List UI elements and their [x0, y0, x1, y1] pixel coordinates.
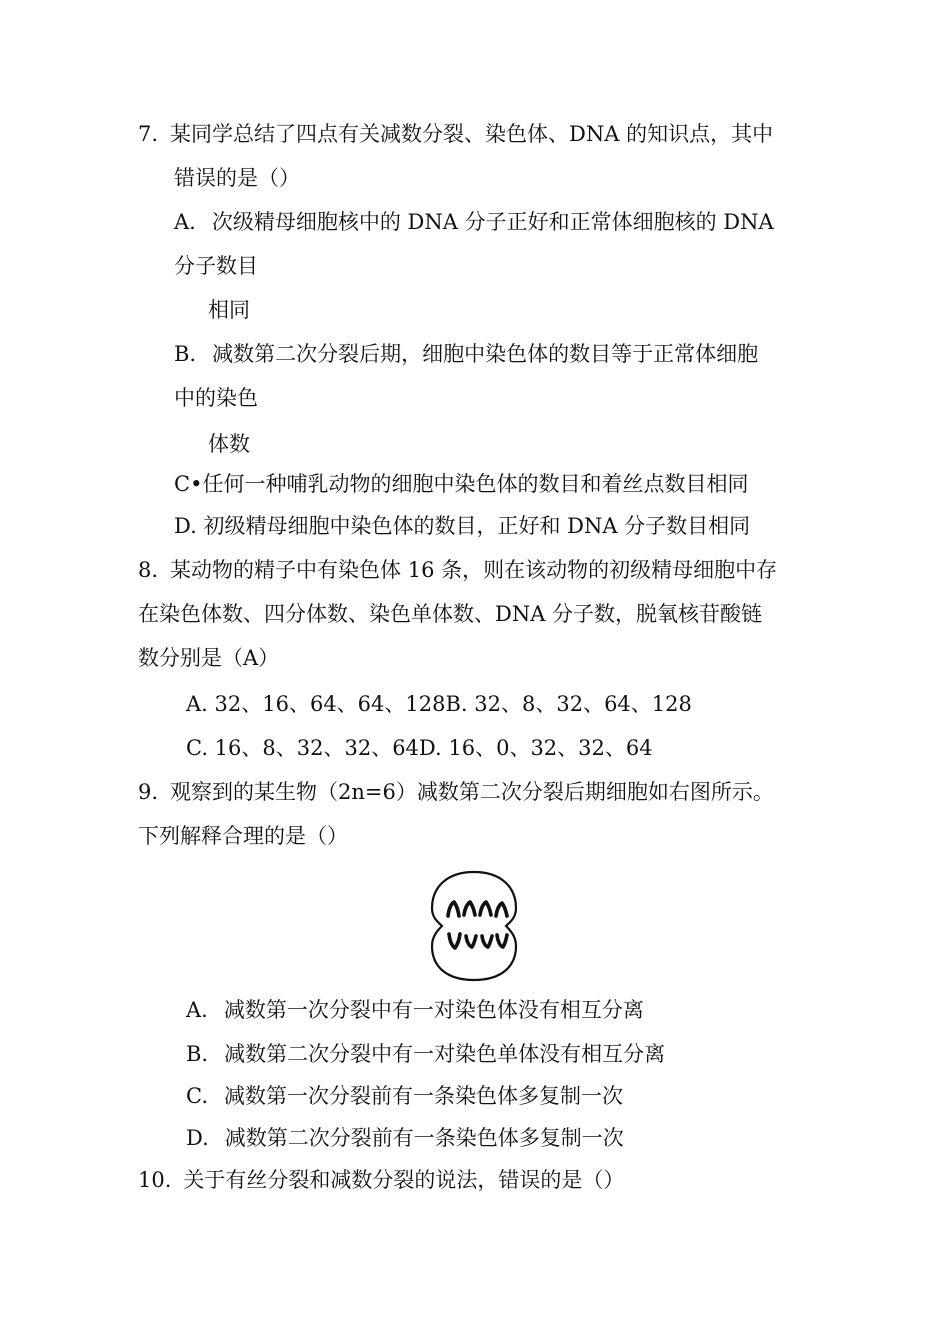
q7-option-a-line1 [174, 208, 774, 236]
chromosome-top-4 [496, 903, 507, 916]
q8-stem-text-1: 某动物的精子中有染色体 16 条，则在该动物的初级精母细胞中存 [170, 558, 778, 582]
q9-option-a [186, 996, 644, 1024]
q7-option-b-line2: 中的染色 [174, 386, 258, 410]
chromosome-top-2 [464, 902, 475, 915]
q7-option-b-label: B. [174, 342, 197, 366]
q7-option-a-line2: 分子数目 [174, 254, 258, 278]
q9-option-a-label: A. [186, 998, 208, 1022]
q9-option-d [186, 1124, 624, 1152]
q9-stem-line1 [138, 778, 774, 806]
q9-stem-text-1: 观察到的某生物（2n=6）减数第二次分裂后期细胞如右图所示。 [170, 780, 774, 804]
q10-number: 10. [138, 1168, 172, 1192]
chromosome-bottom-4 [497, 935, 507, 947]
q7-number: 7. [138, 122, 159, 146]
q7-option-b-line3: 体数 [208, 432, 250, 456]
q7-option-b-line1 [174, 340, 758, 368]
q9-option-c-label: C. [186, 1084, 208, 1108]
chromosome-top-3 [480, 902, 491, 915]
q9-number: 9. [138, 780, 159, 804]
q7-stem-line1 [138, 120, 773, 148]
q7-stem-line2: 错误的是（） [174, 166, 300, 190]
q9-option-b-label: B. [186, 1042, 209, 1066]
q9-option-d-text: 减数第二次分裂前有一条染色体多复制一次 [224, 1126, 624, 1150]
q7-option-a-line3: 相同 [208, 298, 250, 322]
chromosome-bottom-3 [482, 936, 492, 947]
q8-options-line2: C. 16、8、32、32、64D. 16、0、32、32、64 [186, 736, 653, 760]
q9-option-d-label: D. [186, 1126, 209, 1150]
cell-division-figure [428, 868, 520, 984]
q7-stem-text-1: 某同学总结了四点有关减数分裂、染色体、DNA 的知识点，其中 [170, 122, 774, 146]
q8-stem-line3: 数分别是（A） [138, 646, 280, 670]
cell-membrane [432, 872, 516, 980]
q10-stem-line1 [138, 1166, 624, 1194]
q7-option-a-label: A. [174, 210, 196, 234]
q9-option-b-text: 减数第二次分裂中有一对染色单体没有相互分离 [224, 1042, 666, 1066]
q7-option-b-text-1: 减数第二次分裂后期，细胞中染色体的数目等于正常体细胞 [212, 342, 759, 366]
q7-option-c: C•任何一种哺乳动物的细胞中染色体的数目和着丝点数目相同 [174, 472, 749, 496]
q9-option-c-text: 减数第一次分裂前有一条染色体多复制一次 [224, 1084, 623, 1108]
q8-stem-line1 [138, 556, 777, 584]
chromosome-bottom-2 [466, 936, 476, 947]
q9-option-a-text: 减数第一次分裂中有一对染色体没有相互分离 [223, 998, 644, 1022]
q8-number: 8. [138, 558, 159, 582]
q7-option-d: D. 初级精母细胞中染色体的数目，正好和 DNA 分子数目相同 [174, 514, 751, 538]
q9-option-b [186, 1040, 665, 1068]
chromosome-top-1 [448, 902, 459, 916]
q8-stem-line2: 在染色体数、四分体数、染色单体数、DNA 分子数，脱氧核苷酸链 [138, 602, 763, 626]
q7-option-a-text-1: 次级精母细胞核中的 DNA 分子正好和正常体细胞核的 DNA [211, 210, 774, 234]
q9-option-c [186, 1082, 623, 1110]
q8-options-line1: A. 32、16、64、64、128B. 32、8、32、64、128 [186, 692, 692, 716]
q9-stem-line2: 下列解释合理的是（） [138, 824, 348, 848]
chromosome-bottom-1 [449, 934, 460, 948]
q10-stem-text-1: 关于有丝分裂和减数分裂的说法，错误的是（） [183, 1168, 625, 1192]
